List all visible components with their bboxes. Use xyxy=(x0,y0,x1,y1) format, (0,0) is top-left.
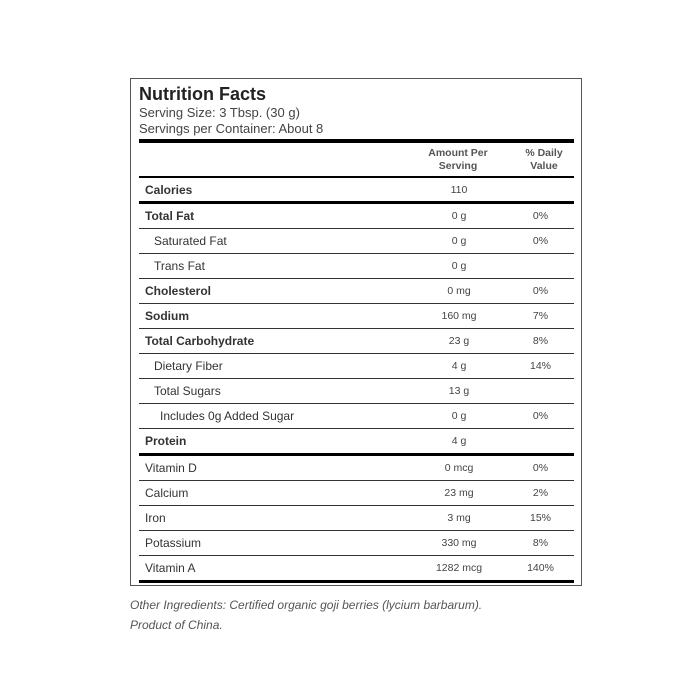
nutrient-name: Total Sugars xyxy=(139,379,411,404)
nutrient-row xyxy=(139,404,574,429)
nutrient-daily-value xyxy=(507,178,574,203)
nutrient-name: Trans Fat xyxy=(139,254,411,279)
vitamin-daily-value: 8% xyxy=(507,531,574,556)
vitamin-amount: 0 mcg xyxy=(411,455,507,481)
vitamin-amount: 3 mg xyxy=(411,506,507,531)
vitamin-name: Vitamin A xyxy=(139,556,411,582)
nutrient-amount: 4 g xyxy=(411,354,507,379)
nutrient-name: Protein xyxy=(139,429,411,455)
nutrient-daily-value: 8% xyxy=(507,329,574,354)
nutrient-amount: 0 g xyxy=(411,254,507,279)
nutrient-name: Saturated Fat xyxy=(139,229,411,254)
nutrient-name: Cholesterol xyxy=(139,279,411,304)
nutrient-name: Total Fat xyxy=(139,203,411,229)
nutrient-row xyxy=(139,379,574,404)
nutrient-name: Dietary Fiber xyxy=(139,354,411,379)
nutrient-amount: 23 g xyxy=(411,329,507,354)
product-origin-note: Product of China. xyxy=(130,618,223,632)
nutrient-row xyxy=(139,279,574,304)
vitamin-amount: 1282 mcg xyxy=(411,556,507,582)
daily-value-header xyxy=(512,147,576,173)
nutrient-amount: 13 g xyxy=(411,379,507,404)
nutrient-row xyxy=(139,229,574,254)
nutrient-daily-value xyxy=(507,429,574,455)
nutrient-name: Includes 0g Added Sugar xyxy=(139,404,411,429)
nutrient-table xyxy=(139,178,574,583)
vitamin-name: Calcium xyxy=(139,481,411,506)
amount-header-line1: Amount Per xyxy=(428,147,488,159)
nutrient-row xyxy=(139,304,574,329)
nutrient-row xyxy=(139,254,574,279)
nutrient-daily-value: 0% xyxy=(507,404,574,429)
vitamin-row xyxy=(139,531,574,556)
vitamin-row xyxy=(139,481,574,506)
vitamin-row xyxy=(139,455,574,481)
nutrient-daily-value xyxy=(507,379,574,404)
nutrient-amount: 110 xyxy=(411,178,507,203)
nutrient-amount: 0 g xyxy=(411,203,507,229)
amount-header-line2: Serving xyxy=(438,160,478,172)
nutrient-daily-value: 0% xyxy=(507,203,574,229)
other-ingredients-note: Other Ingredients: Certified organic goji berries (lycium barbarum). xyxy=(130,598,483,612)
vitamin-name: Potassium xyxy=(139,531,411,556)
nutrient-daily-value: 7% xyxy=(507,304,574,329)
calories-row xyxy=(139,178,574,203)
nutrient-amount: 160 mg xyxy=(411,304,507,329)
nutrient-name: Calories xyxy=(139,178,411,203)
amount-per-serving-header xyxy=(410,147,506,173)
nutrient-daily-value xyxy=(507,254,574,279)
vitamin-row xyxy=(139,556,574,582)
nutrient-daily-value: 0% xyxy=(507,229,574,254)
serving-size: Serving Size: 3 Tbsp. (30 g) xyxy=(139,105,300,120)
vitamin-daily-value: 15% xyxy=(507,506,574,531)
vitamin-row xyxy=(139,506,574,531)
nutrient-daily-value: 0% xyxy=(507,279,574,304)
vitamin-daily-value: 140% xyxy=(507,556,574,582)
nutrient-row xyxy=(139,354,574,379)
header-thick-divider xyxy=(139,139,574,143)
nutrient-row xyxy=(139,329,574,354)
nutrient-daily-value: 14% xyxy=(507,354,574,379)
servings-per-container: Servings per Container: About 8 xyxy=(139,121,324,136)
vitamin-amount: 330 mg xyxy=(411,531,507,556)
vitamin-name: Vitamin D xyxy=(139,455,411,481)
nutrient-name: Total Carbohydrate xyxy=(139,329,411,354)
dv-header-line2: Value xyxy=(530,160,558,172)
nutrient-amount: 0 g xyxy=(411,404,507,429)
nutrient-amount: 0 mg xyxy=(411,279,507,304)
nutrient-amount: 4 g xyxy=(411,429,507,455)
nutrient-name: Sodium xyxy=(139,304,411,329)
vitamin-daily-value: 2% xyxy=(507,481,574,506)
dv-header-line1: % Daily xyxy=(525,147,563,159)
nutrient-amount: 0 g xyxy=(411,229,507,254)
label-title: Nutrition Facts xyxy=(139,84,267,104)
vitamin-name: Iron xyxy=(139,506,411,531)
nutrient-row xyxy=(139,203,574,229)
vitamin-amount: 23 mg xyxy=(411,481,507,506)
nutrient-row xyxy=(139,429,574,455)
vitamin-daily-value: 0% xyxy=(507,455,574,481)
